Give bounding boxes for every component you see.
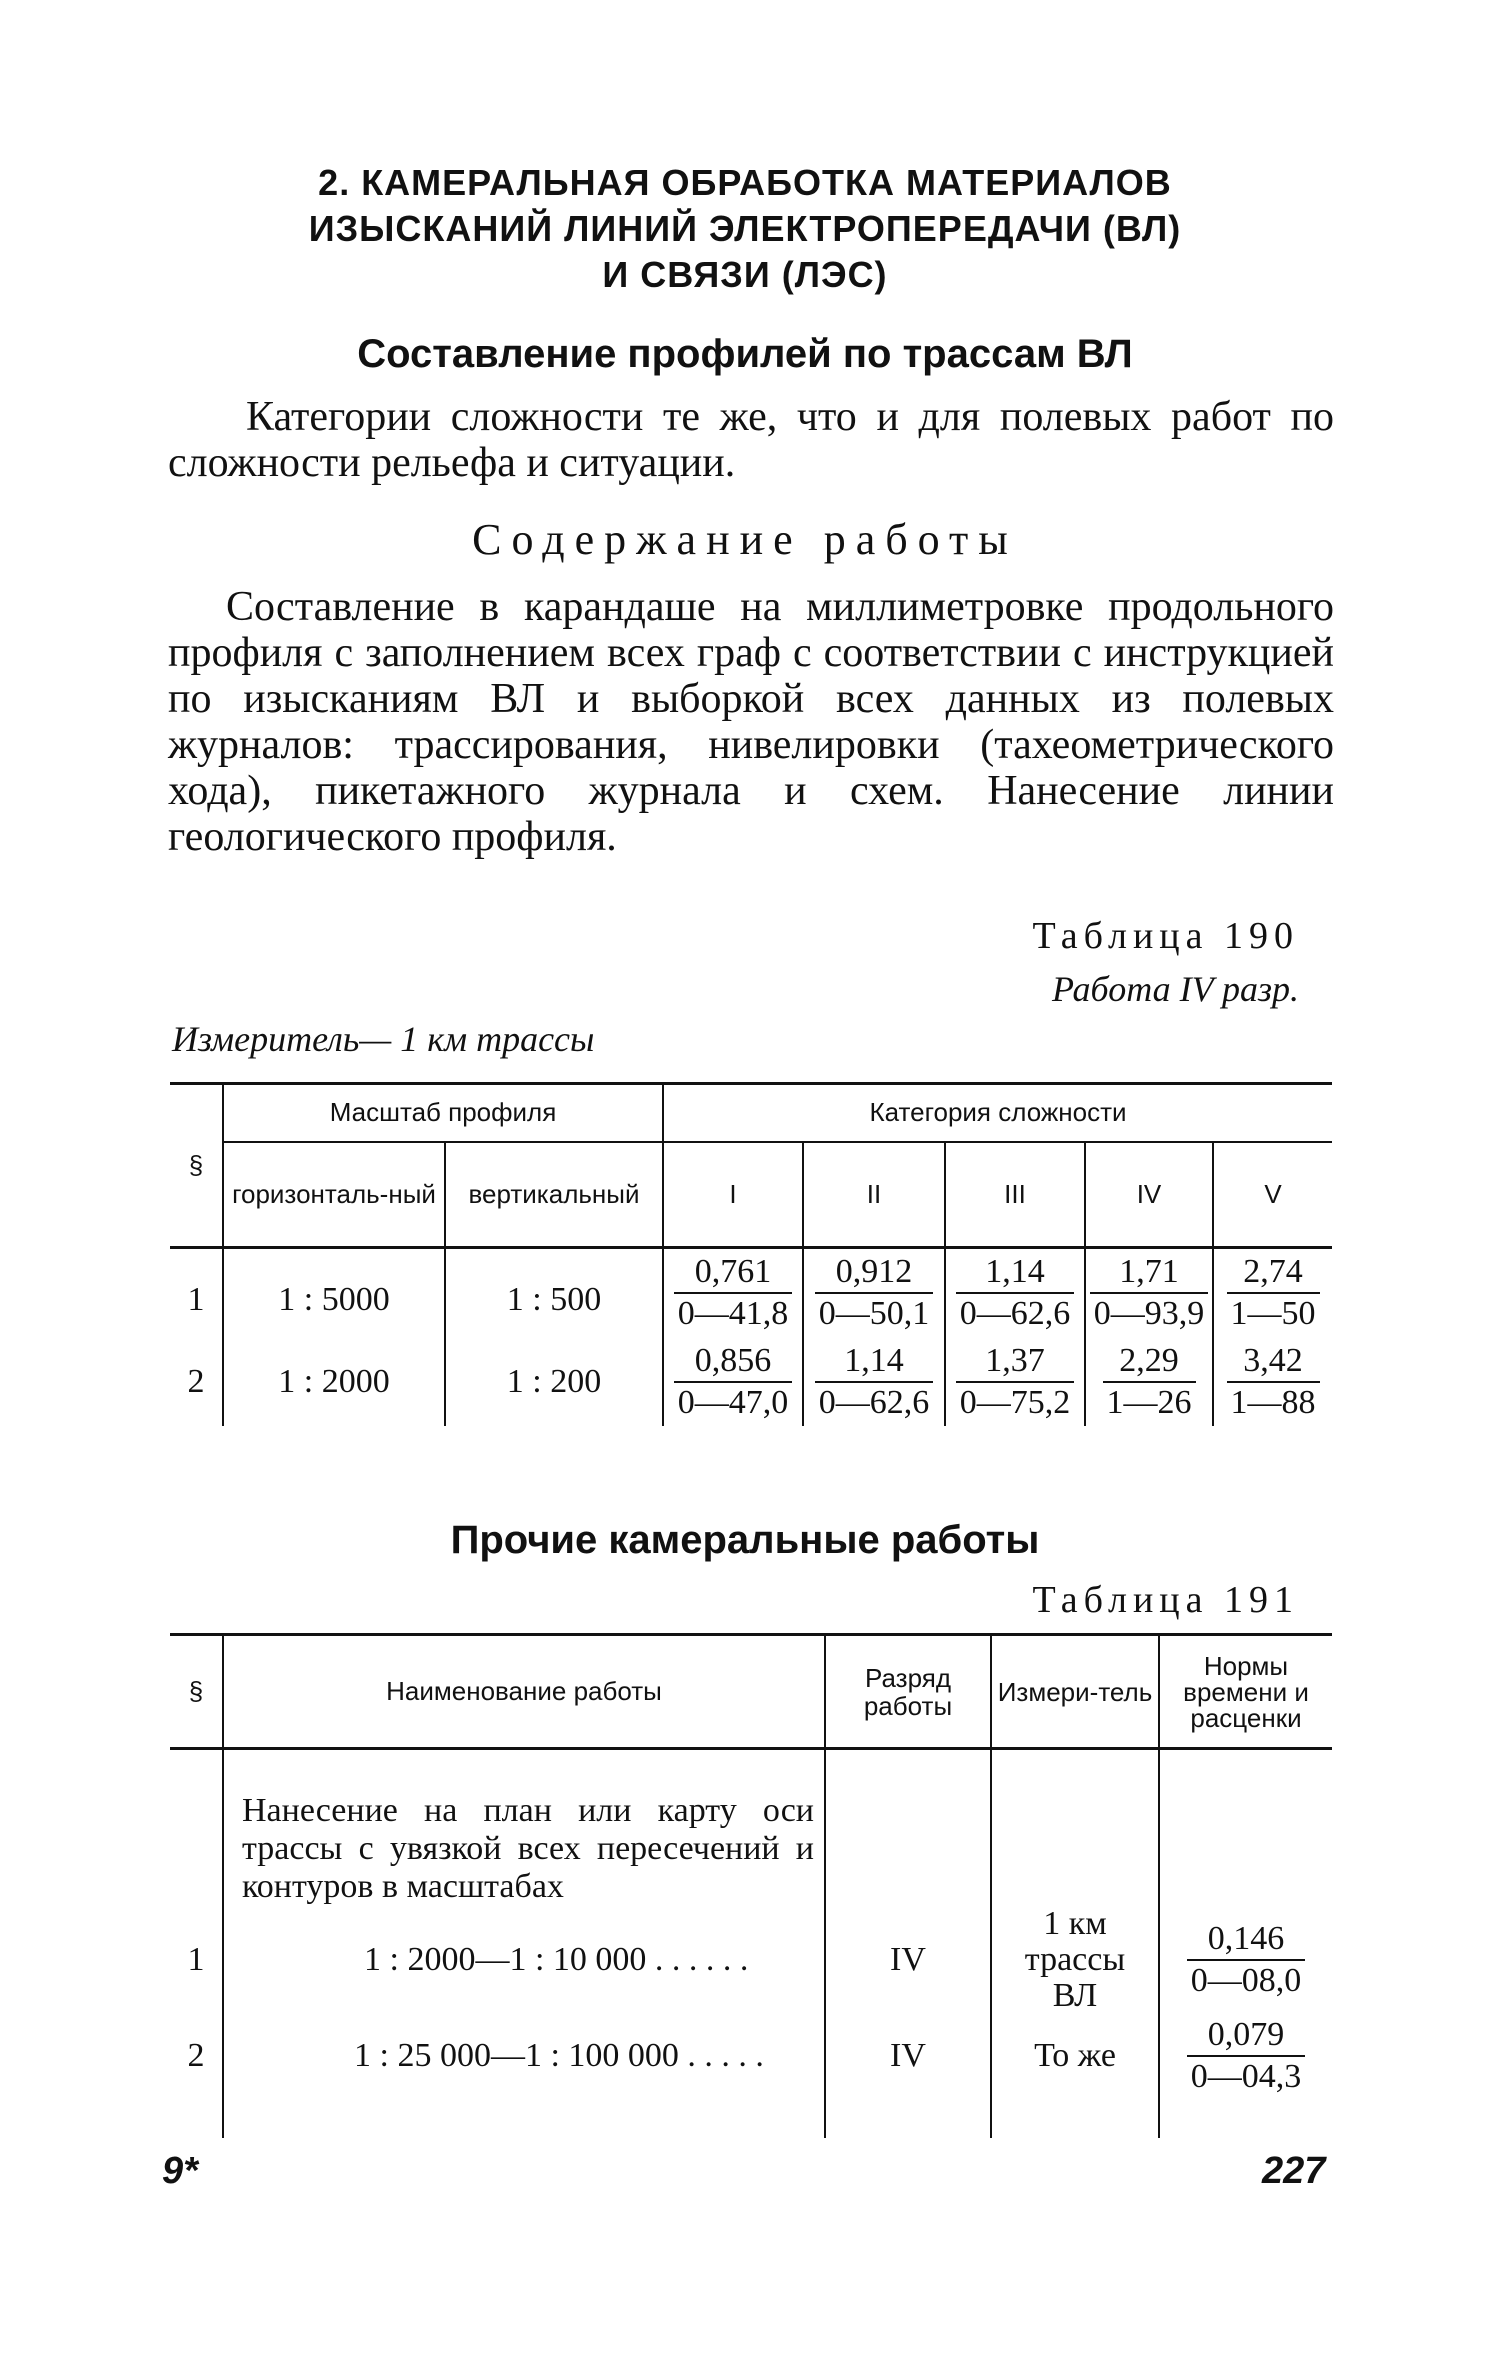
table191-empty-cell: [825, 1749, 991, 1907]
norm-top: 0,146: [1187, 1919, 1306, 1961]
table191-empty-cell: [223, 2098, 825, 2138]
value-bottom: 0—41,8: [677, 1295, 789, 1333]
table191-intro: Нанесение на план или карту оси трассы с увязкой всех пересечений и контуров в масштабах: [223, 1749, 825, 1907]
table190-header-cat-5: V: [1213, 1142, 1332, 1248]
table-191: [170, 1633, 1332, 2138]
subsection-title: Составление профилей по трассам ВЛ: [357, 332, 1133, 376]
signature-mark: 9*: [162, 2150, 198, 2192]
section-title-line: ИЗЫСКАНИЙ ЛИНИЙ ЭЛЕКТРОПЕРЕДАЧИ (ВЛ): [308, 208, 1182, 249]
table191-row-section: 2: [187, 2037, 205, 2074]
value-top: 2,29: [1103, 1341, 1196, 1383]
table190-value-cell: [1085, 1338, 1213, 1426]
value-top: 3,42: [1227, 1341, 1320, 1383]
value-top: 1,71: [1090, 1252, 1209, 1294]
table191-empty-cell: [1159, 2098, 1332, 2138]
table190-row-horizontal: 1 : 5000: [223, 1248, 445, 1338]
table191-empty-cell: [991, 1749, 1159, 1907]
table190-value-cell: [1213, 1338, 1332, 1426]
page-number: 227: [1262, 2150, 1326, 2192]
other-works-title: Прочие камеральные работы: [450, 1518, 1040, 1562]
table-row: [170, 1248, 1332, 1338]
value-bottom: 0—62,6: [959, 1295, 1071, 1333]
table190-value-cell: [663, 1338, 803, 1426]
value-bottom: 0—75,2: [959, 1383, 1071, 1421]
value-bottom: 1—88: [1230, 1383, 1316, 1421]
table191-row-measure: 1 км трассы ВЛ: [991, 1906, 1159, 2014]
table191-header-rank: Разряд работы: [825, 1635, 991, 1749]
table190-work-rank: Работа IV разр.: [1051, 969, 1299, 1009]
norm-top: 0,079: [1187, 2015, 1306, 2057]
table190-value-cell: [1213, 1248, 1332, 1338]
table190-row-vertical: 1 : 200: [445, 1338, 663, 1426]
table191-header-name: Наименование работы: [223, 1635, 825, 1749]
norm-bottom: 0—04,3: [1190, 2058, 1302, 2095]
table191-empty-cell: [170, 2098, 223, 2138]
table190-header-section: §: [170, 1084, 223, 1248]
content-heading: Содержание работы: [472, 515, 1018, 564]
table190-header-cat-2: II: [803, 1142, 945, 1248]
categories-paragraph: Категории сложности те же, что и для полевых работ по сложности рельефа и ситуации.: [168, 394, 1334, 486]
section-title-line: 2. КАМЕРАЛЬНАЯ ОБРАБОТКА МАТЕРИАЛОВ: [318, 162, 1172, 203]
table190-value-cell: [663, 1248, 803, 1338]
table191-row-section: 1: [187, 1941, 205, 1978]
table190-row-section: 2: [187, 1362, 205, 1400]
table-row: [170, 1338, 1332, 1426]
table191-row-name: 1 : 2000—1 : 10 000 . . . . . .: [223, 1906, 825, 2014]
table191-header-section: §: [188, 1676, 204, 1706]
table191-norm-cell: [1159, 2014, 1332, 2098]
table190-value-cell: [945, 1338, 1085, 1426]
content-paragraph: Составление в карандаше на миллиметровке продольного профиля с заполнением всех граф с соответствии с инструкцией по изысканиям ВЛ и выборкой всех данных из полевых журналов: трассирования, нивелировки (тахеометрического хода), пикетажного журнала и схем. Нанесение линии геологического профиля.: [168, 584, 1334, 860]
value-bottom: 0—50,1: [818, 1295, 930, 1333]
value-top: 0,856: [674, 1341, 793, 1383]
table191-row-name: 1 : 25 000—1 : 100 000 . . . . .: [223, 2014, 825, 2098]
value-bottom: 1—26: [1106, 1383, 1192, 1421]
table191-norm-cell: [1159, 1906, 1332, 2014]
value-bottom: 1—50: [1230, 1295, 1316, 1333]
table191-empty-cell: [170, 1749, 223, 1907]
value-top: 0,761: [674, 1252, 793, 1294]
table190-header-category: Категория сложности: [663, 1084, 1332, 1142]
value-bottom: 0—47,0: [677, 1383, 789, 1421]
table191-row-measure: То же: [991, 2014, 1159, 2098]
table190-header-scale: Масштаб профиля: [223, 1084, 663, 1142]
table-row: [170, 2014, 1332, 2098]
table191-row-rank: IV: [825, 1906, 991, 2014]
table191-empty-cell: [991, 2098, 1159, 2138]
value-bottom: 0—62,6: [818, 1383, 930, 1421]
table190-value-cell: [803, 1338, 945, 1426]
table190-measure: Измеритель— 1 км трассы: [172, 1019, 595, 1059]
value-top: 2,74: [1227, 1252, 1320, 1294]
table190-row-horizontal: 1 : 2000: [223, 1338, 445, 1426]
value-bottom: 0—93,9: [1093, 1295, 1205, 1333]
table190-header-vertical: вертикальный: [445, 1142, 663, 1248]
table190-header-cat-4: IV: [1085, 1142, 1213, 1248]
table190-header-horizontal: горизонталь-ный: [223, 1142, 445, 1248]
table191-label: Таблица 191: [1032, 1579, 1299, 1621]
table190-row-vertical: 1 : 500: [445, 1248, 663, 1338]
table-row: [170, 1906, 1332, 2014]
table191-empty-cell: [825, 2098, 991, 2138]
value-top: 1,14: [956, 1252, 1075, 1294]
table190-value-cell: [803, 1248, 945, 1338]
table190-row-section: 1: [187, 1281, 205, 1319]
table190-header-cat-1: I: [729, 1178, 737, 1209]
table191-empty-cell: [1159, 1749, 1332, 1907]
table190-header-cat-3: III: [945, 1142, 1085, 1248]
table191-header-measure: Измери-тель: [991, 1635, 1159, 1749]
norm-bottom: 0—08,0: [1190, 1962, 1302, 1999]
section-title-line: И СВЯЗИ (ЛЭС): [602, 254, 888, 295]
table190-value-cell: [945, 1248, 1085, 1338]
value-top: 0,912: [815, 1252, 934, 1294]
table-190: [170, 1082, 1332, 1426]
value-top: 1,14: [815, 1341, 934, 1383]
section-title: [160, 160, 1330, 298]
table190-value-cell: [1085, 1248, 1213, 1338]
table191-row-rank: IV: [825, 2014, 991, 2098]
table190-label: Таблица 190: [1032, 915, 1299, 957]
table191-header-norms: Нормы времени и расценки: [1159, 1635, 1332, 1749]
value-top: 1,37: [956, 1341, 1075, 1383]
